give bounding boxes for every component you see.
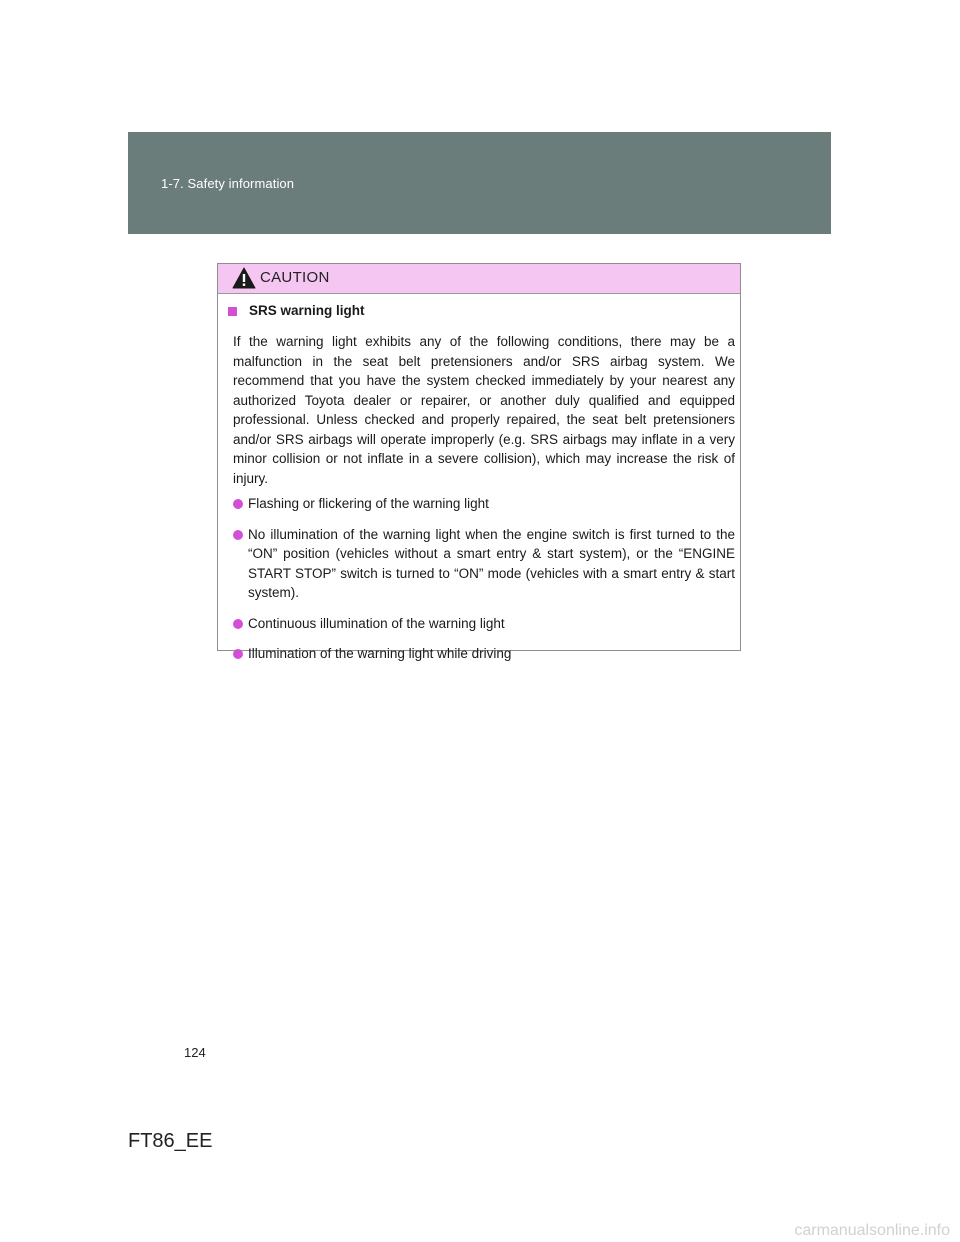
list-item — [218, 494, 740, 514]
section-title: 1-7. Safety information — [161, 176, 295, 191]
round-bullet-icon — [233, 530, 243, 540]
round-bullet-icon — [233, 619, 243, 629]
warning-triangle-icon — [232, 267, 256, 289]
list-item — [218, 614, 740, 634]
square-bullet-icon — [228, 307, 237, 316]
caution-heading-row — [218, 303, 740, 323]
list-item-text: No illumination of the warning light when the engine switch is first turned to the “ON” position (vehicles without a smart entry & start system), or the “ENGINE START STOP” switch is turned to “ON” mode (vehicles with a smart entry & start system). — [248, 526, 735, 600]
caution-box — [217, 263, 741, 661]
caution-header — [218, 264, 740, 294]
caution-body — [218, 303, 740, 675]
round-bullet-icon — [233, 499, 243, 509]
document-code: FT86_EE — [128, 1130, 213, 1152]
round-bullet-icon — [233, 649, 243, 659]
list-item-text: Flashing or flickering of the warning light — [248, 496, 489, 511]
caution-title: CAUTION — [260, 269, 330, 286]
list-item-text: Continuous illumination of the warning light — [248, 615, 505, 631]
list-item — [218, 525, 740, 603]
list-item — [218, 644, 740, 664]
watermark: carmanualsonline.info — [794, 1222, 950, 1239]
caution-paragraph: If the warning light exhibits any of the following conditions, there may be a malfunction in the seat belt pretensioners and/or SRS airbag system. We recommend that you have the system checked immediately by your nearest any authorized Toyota dealer or repairer, or another duly qualified and equipped professional. Unless checked and properly repaired, the seat belt pretensioners and/or SRS airbags will operate improperly (e.g. SRS airbags may inflate in a very minor collision or not inflate in a severe collision), which may increase the risk of injury. — [233, 334, 735, 486]
list-item-text: Illumination of the warning light while driving — [248, 646, 512, 661]
caution-heading: SRS warning light — [249, 303, 365, 318]
condition-list — [218, 494, 740, 664]
page-number: 124 — [184, 1045, 206, 1060]
section-header-band — [128, 132, 831, 234]
